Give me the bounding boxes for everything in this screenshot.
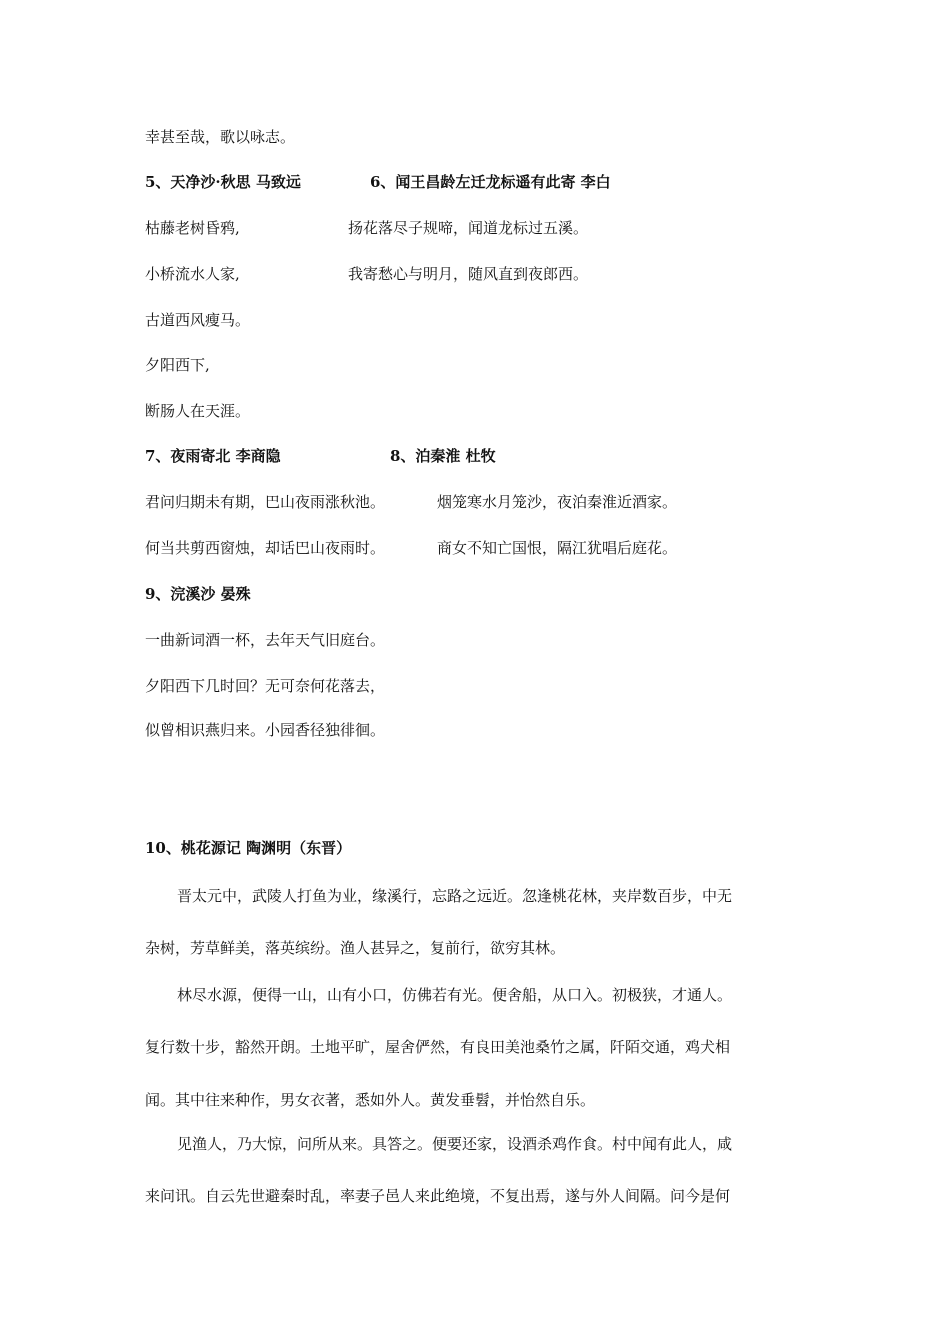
essay-line: 杂树，芳草鲜美，落英缤纷。渔人甚异之，复前行，欲穷其林。 (145, 939, 566, 957)
poem-line: 夕阳西下几时回？无可奈何花落去， (145, 677, 386, 695)
poem-line: 枯藤老树昏鸦, (145, 219, 240, 237)
poem-line: 一曲新词酒一杯，去年天气旧庭台。 (145, 631, 386, 649)
poem-line: 扬花落尽子规啼，闻道龙标过五溪。 (348, 219, 589, 237)
poem-line: 似曾相识燕归来。小园香径独徘徊。 (145, 721, 386, 739)
poem-line: 断肠人在天涯。 (145, 402, 251, 420)
essay-line: 复行数十步，豁然开朗。土地平旷，屋舍俨然，有良田美池桑竹之属，阡陌交通，鸡犬相 (145, 1038, 731, 1056)
essay-line: 来问讯。自云先世避秦时乱，率妻子邑人来此绝境，不复出焉，遂与外人间隔。问今是何 (145, 1187, 731, 1205)
poem-line: 何当共剪西窗烛，却话巴山夜雨时。 (145, 539, 386, 557)
text-line: 幸甚至哉，歌以咏志。 (145, 128, 296, 146)
poem-heading-6: 6、闻王昌龄左迁龙标遥有此寄 李白 (370, 173, 611, 191)
poem-heading-5: 5、天净沙·秋思 马致远 (145, 173, 301, 191)
poem-heading-8: 8、泊秦淮 杜牧 (390, 447, 496, 465)
poem-line: 商女不知亡国恨，隔江犹唱后庭花。 (437, 539, 678, 557)
essay-heading-10: 10、桃花源记 陶渊明（东晋） (145, 839, 352, 857)
poem-line: 我寄愁心与明月，随风直到夜郎西。 (348, 265, 589, 283)
essay-line: 见渔人，乃大惊，问所从来。具答之。便要还家，设酒杀鸡作食。村中闻有此人，咸 (177, 1135, 733, 1153)
essay-line: 闻。其中往来种作，男女衣著，悉如外人。黄发垂髫，并怡然自乐。 (145, 1091, 596, 1109)
poem-line: 夕阳西下, (145, 356, 210, 374)
poem-heading-7: 7、夜雨寄北 李商隐 (145, 447, 281, 465)
poem-heading-9: 9、浣溪沙 晏殊 (145, 585, 251, 603)
poem-line: 烟笼寒水月笼沙，夜泊秦淮近酒家。 (437, 493, 678, 511)
poem-line: 古道西风瘦马。 (145, 311, 251, 329)
poem-line: 小桥流水人家, (145, 265, 240, 283)
essay-line: 晋太元中，武陵人打鱼为业，缘溪行，忘路之远近。忽逢桃花林，夹岸数百步，中无 (177, 887, 733, 905)
essay-line: 林尽水源，便得一山，山有小口，仿佛若有光。便舍船，从口入。初极狭，才通人。 (177, 986, 733, 1004)
poem-line: 君问归期未有期，巴山夜雨涨秋池。 (145, 493, 386, 511)
